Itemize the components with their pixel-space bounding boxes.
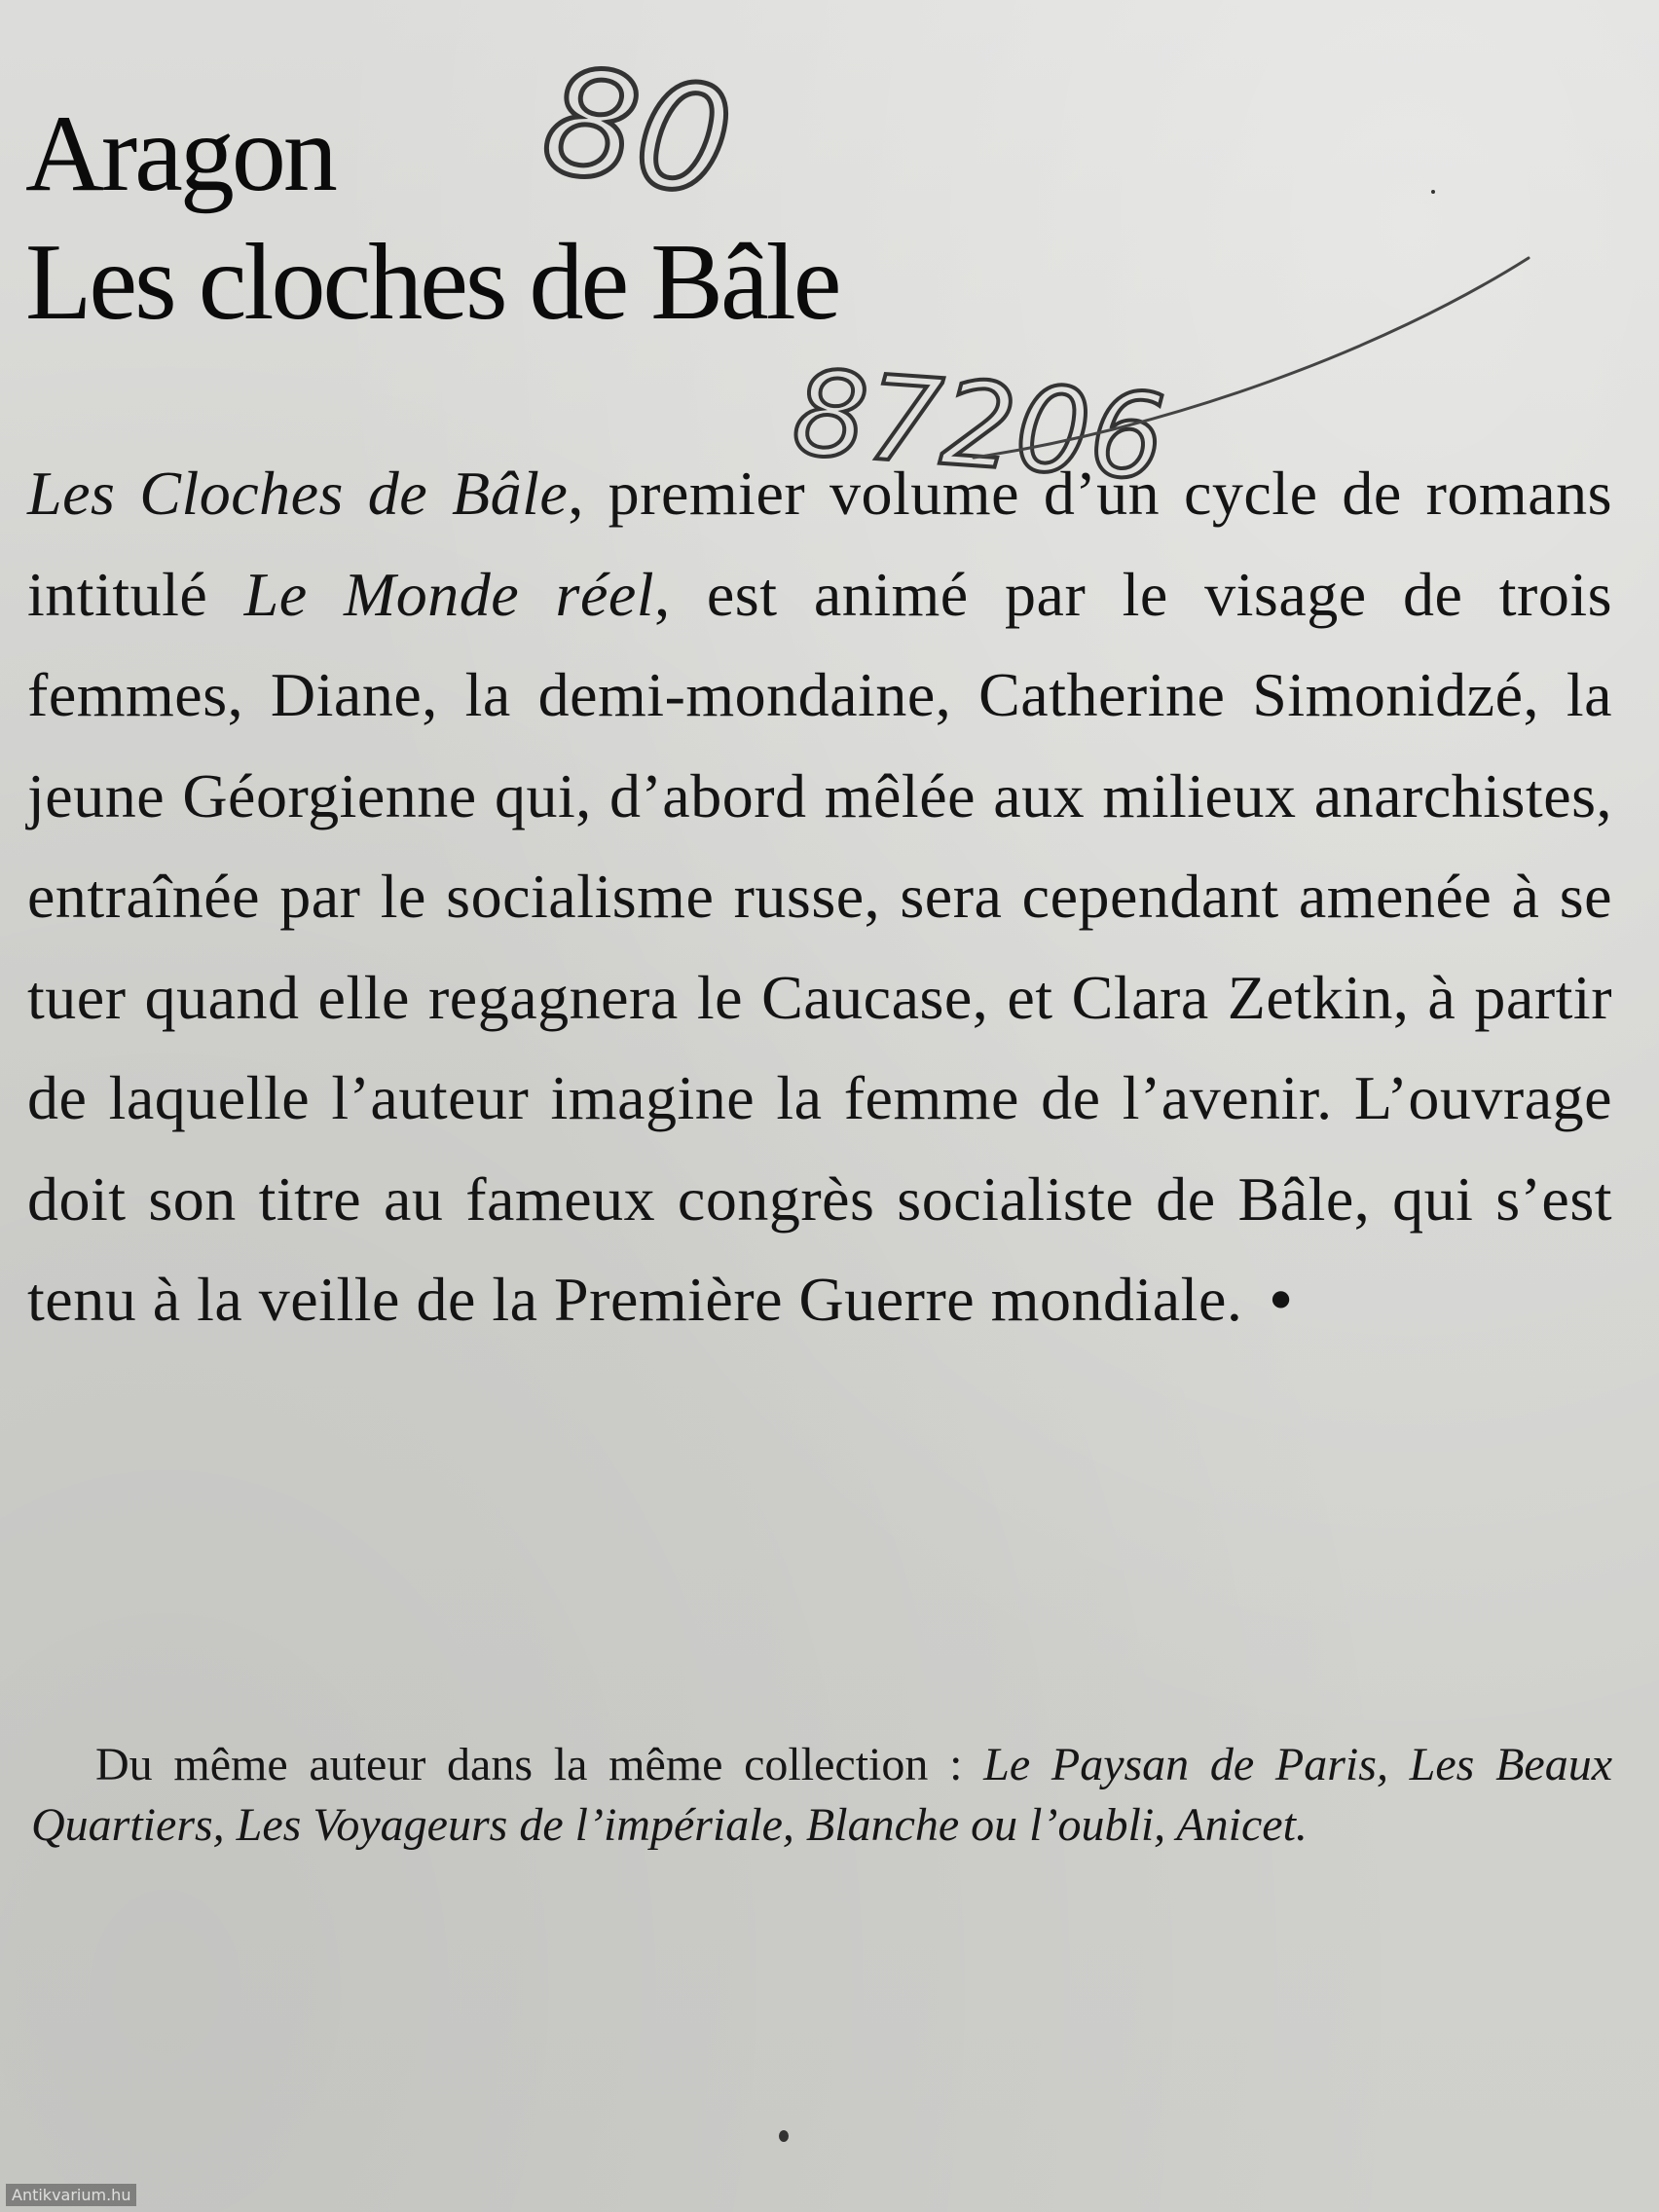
- handwritten-number-top: 80: [534, 35, 742, 230]
- same-author-note: [31, 1735, 1612, 1856]
- book-title: Les cloches de Bâle: [25, 222, 839, 343]
- description-paragraph: [27, 443, 1612, 1350]
- same-author-works: Le Paysan de Paris, Les Beaux Quartiers, Les Voyageurs de l’impériale, Blanche ou l’oubli, Anicet.: [31, 1739, 1613, 1851]
- description-part-1: , premier volume d’un cycle de romans intitulé: [27, 459, 1613, 629]
- paper-speck: [1431, 190, 1435, 194]
- same-author-intro: Du même auteur dans la même collection :: [95, 1739, 984, 1790]
- description-italic-cycle: Le Monde réel: [243, 559, 655, 629]
- end-mark: •: [1270, 1265, 1293, 1334]
- paper-speck: [779, 2130, 789, 2142]
- watermark-text: Antikvarium.hu: [6, 2184, 136, 2206]
- description-part-2: , est animé par le visage de trois femmes, Diane, la demi-mondaine, Catherine Simonidzé, la jeune Géorgienne qui, d’abord mêlée aux milieux anarchistes, entraînée par le socialisme russe, sera cependant amenée à se tuer quand elle regagnera le Caucase, et Clara Zetkin, à partir de laquelle l’auteur imagine la femme de l’avenir. L’ouvrage doit son titre au fameux congrès socialiste de Bâle, qui s’est tenu à la veille de la Première Guerre mondiale.: [27, 559, 1613, 1334]
- author-name: Aragon: [25, 93, 335, 214]
- handwritten-number-middle: 87206: [789, 346, 1169, 507]
- description-italic-title: Les Cloches de Bâle: [27, 459, 569, 528]
- title-block: [25, 90, 1388, 347]
